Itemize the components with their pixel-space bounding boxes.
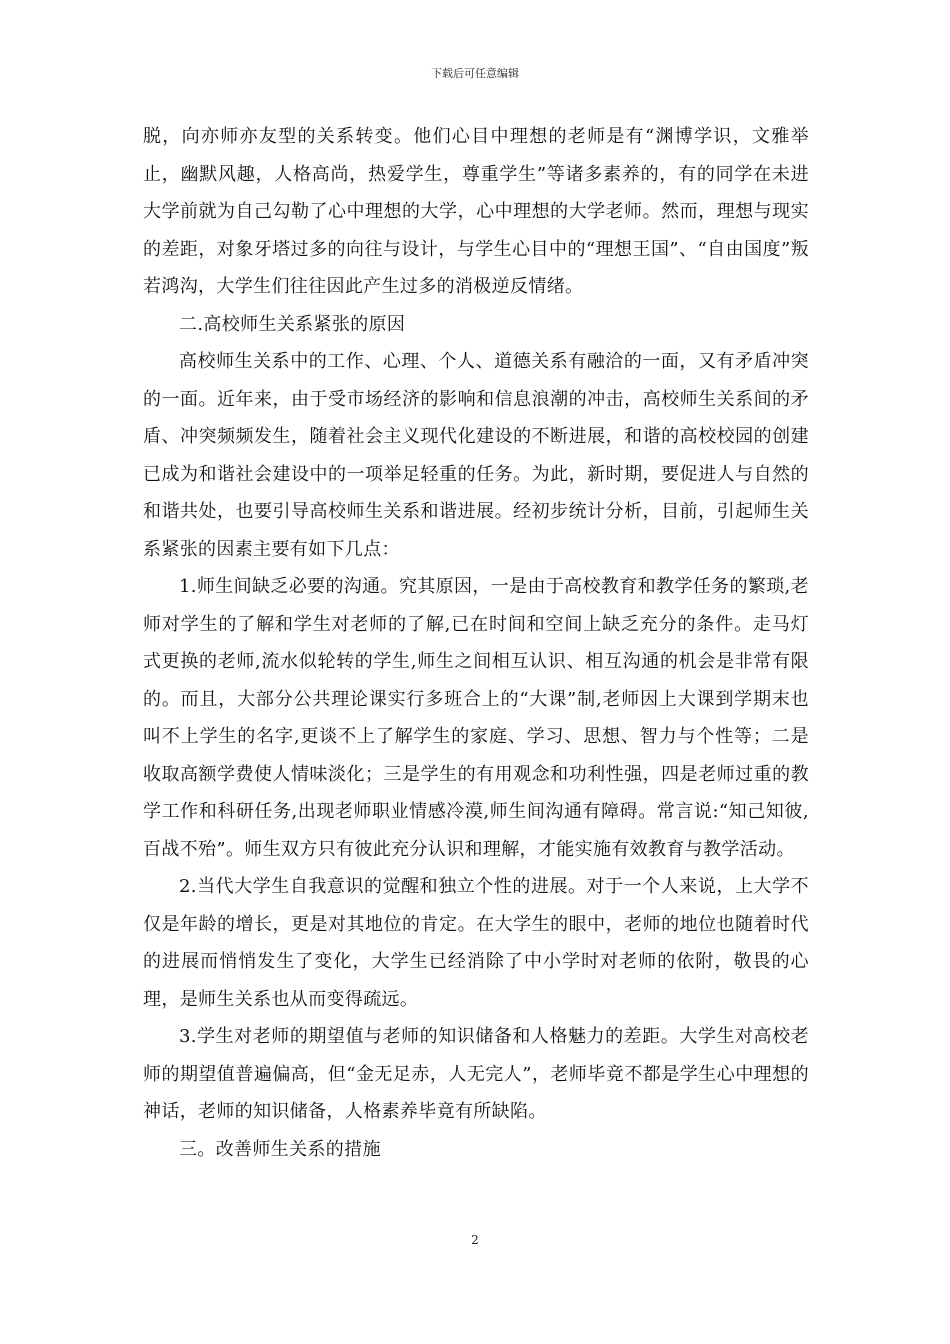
paragraph-cause-3: 3.学生对老师的期望值与老师的知识储备和人格魅力的差距。大学生对高校老师的期望值普遍偏高，但“金无足赤，人无完人”，老师毕竟不都是学生心中理想的神话，老师的知识储备，人格素养毕竟有所缺陷。 bbox=[143, 1026, 809, 1122]
page-number: 2 bbox=[471, 1233, 479, 1247]
document-body bbox=[143, 118, 809, 1168]
page-header: 下载后可任意编辑 bbox=[431, 67, 519, 80]
section-heading-3: 三。改善师生关系的措施 bbox=[179, 1138, 381, 1160]
paragraph-cause-1: 1.师生间缺乏必要的沟通。究其原因，一是由于高校教育和教学任务的繁琐,老师对学生的了解和学生对老师的了解,已在时间和空间上缺乏充分的条件。走马灯式更换的老师,流水似轮转的学生,师生之间相互认识、相互沟通的机会是非常有限的。而且，大部分公共理论课实行多班合上的“大课”制,老师因上大课到学期末也叫不上学生的名字,更谈不上了解学生的家庭、学习、思想、智力与个性等；二是收取高额学费使人情味淡化；三是学生的有用观念和功利性强，四是老师过重的教学工作和科研任务,出现老师职业情感冷漠,师生间沟通有障碍。常言说:“知己知彼,百战不殆”。师生双方只有彼此充分认识和理解，才能实施有效教育与教学活动。 bbox=[143, 576, 809, 860]
paragraph-continuation: 脱，向亦师亦友型的关系转变。他们心目中理想的老师是有“渊博学识，文雅举止，幽默风趣，人格高尚，热爱学生，尊重学生”等诸多素养的，有的同学在未进大学前就为自己勾勒了心中理想的大学，心中理想的大学老师。然而，理想与现实的差距，对象牙塔过多的向往与设计，与学生心目中的“理想王国”、“自由国度”叛若鸿沟，大学生们往往因此产生过多的消极逆反情绪。 bbox=[143, 126, 809, 297]
paragraph-cause-2: 2.当代大学生自我意识的觉醒和独立个性的进展。对于一个人来说，上大学不仅是年龄的增长，更是对其地位的肯定。在大学生的眼中，老师的地位也随着时代的进展而悄悄发生了变化，大学生已经消除了中小学时对老师的依附，敬畏的心理，是师生关系也从而变得疏远。 bbox=[143, 876, 809, 1010]
section-heading-2: 二.高校师生关系紧张的原因 bbox=[179, 313, 406, 335]
paragraph-causes-intro: 高校师生关系中的工作、心理、个人、道德关系有融洽的一面，又有矛盾冲突的一面。近年来，由于受市场经济的影响和信息浪潮的冲击，高校师生关系间的矛盾、冲突频频发生，随着社会主义现代化建设的不断进展，和谐的高校校园的创建已成为和谐社会建设中的一项举足轻重的任务。为此，新时期，要促进人与自然的和谐共处，也要引导高校师生关系和谐进展。经初步统计分析，目前，引起师生关系紧张的因素主要有如下几点： bbox=[143, 351, 809, 560]
